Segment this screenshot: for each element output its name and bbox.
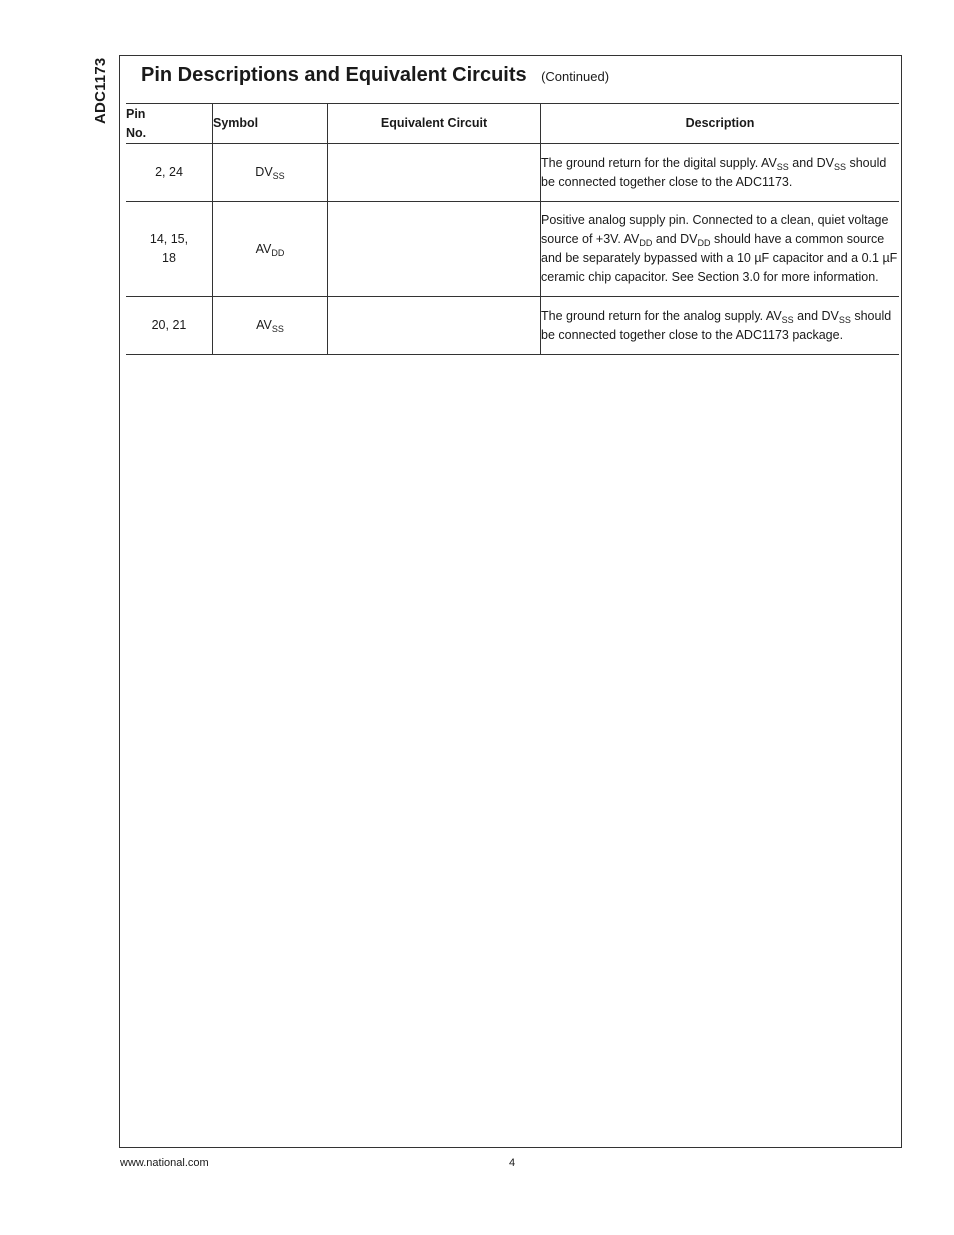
symbol-base: DV <box>255 165 273 179</box>
pin-description <box>541 144 900 202</box>
symbol-base: AV <box>256 318 272 332</box>
pin-number-line2: 18 <box>162 251 176 265</box>
symbol-subscript: SS <box>272 171 285 181</box>
description-text: and DV <box>788 155 834 170</box>
continued-note: (Continued) <box>541 69 610 84</box>
pin-description-table <box>126 103 899 355</box>
side-part-label <box>88 52 118 132</box>
header-pin-line2: No. <box>126 125 147 140</box>
description-text: The ground return for the digital supply. AV <box>541 155 777 170</box>
description-text: should be connected together close to the ADC1173. <box>541 155 887 189</box>
table-row <box>126 202 899 297</box>
pin-number-line1: 14, 15, <box>149 232 189 246</box>
header-symbol: Symbol <box>213 104 328 144</box>
table-row <box>126 144 899 202</box>
description-text: should be connected together close to the ADC1173 package. <box>541 308 892 342</box>
pin-number: 20, 21 <box>126 297 213 355</box>
pin-symbol <box>213 297 328 355</box>
footer-page-number: 4 <box>509 1157 516 1169</box>
description-text: and DV <box>652 232 698 246</box>
table-row <box>126 297 899 355</box>
header-pin-line1: Pin <box>126 106 146 121</box>
footer-website: www.national.com <box>120 1157 209 1169</box>
description-text: The ground return for the analog supply. AV <box>541 308 782 323</box>
description-subscript: SS <box>838 314 851 325</box>
pin-description <box>541 297 900 355</box>
description-subscript: SS <box>781 314 794 325</box>
equivalent-circuit-cell <box>328 297 541 355</box>
section-title: Pin Descriptions and Equivalent Circuits <box>141 64 527 86</box>
side-part-label-text: ADC1173 <box>92 57 109 124</box>
table-header-row <box>126 104 899 144</box>
pin-symbol <box>213 144 328 202</box>
description-text: should have a common source and be separately bypassed with a 10 µF capacitor and a 0.1 µF ceramic chip capacitor. See Section 3.0 for more information. <box>541 232 898 284</box>
description-text: and DV <box>793 308 839 323</box>
header-equivalent-circuit: Equivalent Circuit <box>328 104 541 144</box>
equivalent-circuit-cell <box>328 202 541 297</box>
header-description: Description <box>541 104 900 144</box>
description-subscript: SS <box>776 161 789 172</box>
header-pin-no <box>126 104 213 144</box>
symbol-subscript: DD <box>271 247 285 258</box>
pin-symbol <box>213 202 328 297</box>
equivalent-circuit-cell <box>328 144 541 202</box>
section-heading <box>141 64 609 87</box>
description-subscript: SS <box>833 161 846 172</box>
pin-number <box>126 202 213 297</box>
description-subscript: DD <box>639 238 653 248</box>
pin-description <box>541 202 900 297</box>
description-subscript: DD <box>697 238 711 248</box>
description-text: Positive analog supply pin. Connected to a clean, quiet voltage source of +3V. AV <box>541 213 889 246</box>
pin-number: 2, 24 <box>126 144 213 202</box>
symbol-base: AV <box>255 241 272 256</box>
symbol-subscript: SS <box>271 324 284 334</box>
